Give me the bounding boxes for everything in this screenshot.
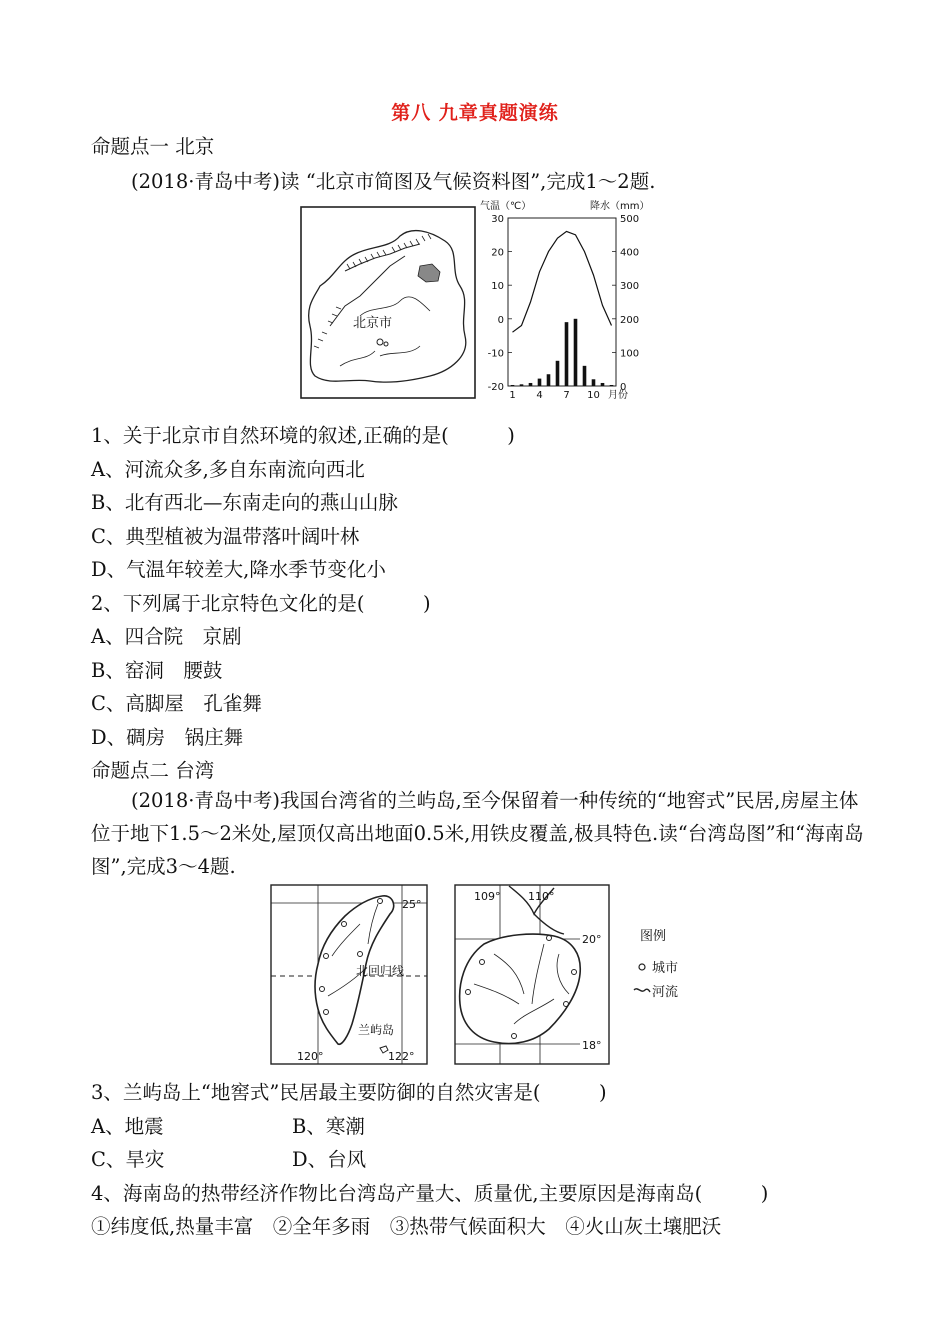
precip-bar <box>601 383 605 386</box>
map-legend <box>632 924 702 1004</box>
hainan-map <box>454 884 610 1066</box>
precip-bar <box>520 384 524 386</box>
beijing-map <box>300 206 476 399</box>
section-heading-taiwan: 命题点二 台湾 <box>91 759 215 782</box>
q3-option-b: B、寒潮 <box>292 1115 365 1138</box>
temp-tick-label: 10 <box>491 281 504 293</box>
precip-bar <box>565 322 569 386</box>
month-tick-label: 1 <box>509 390 516 401</box>
q4-stem: 4、海南岛的热带经济作物比台湾岛产量大、质量优,主要原因是海南岛( ) <box>91 1182 769 1205</box>
month-tick-label: 7 <box>563 390 570 401</box>
precip-tick-label: 100 <box>620 348 640 360</box>
q3-option-c: C、旱灾 <box>91 1148 165 1171</box>
q3-option-d: D、台风 <box>292 1148 367 1171</box>
beijing-map-label: 北京市 <box>353 316 393 331</box>
month-tick-label: 4 <box>536 390 543 401</box>
month-unit-label: 月份 <box>608 390 628 401</box>
precip-bar <box>574 319 578 386</box>
precip-bar <box>556 361 560 386</box>
temp-tick-label: 30 <box>491 214 504 225</box>
precip-tick-label: 200 <box>620 314 640 326</box>
q4-choices: ①纬度低,热量丰富 ②全年多雨 ③热带气候面积大 ④火山灰土壤肥沃 <box>91 1215 722 1238</box>
q2-option-a: A、四合院 京剧 <box>91 625 242 648</box>
q1-option-c: C、典型植被为温带落叶阔叶林 <box>91 525 360 548</box>
temp-axis-label: 气温（℃） <box>480 201 532 212</box>
hainan-lon-109: 109° <box>474 890 501 903</box>
temp-tick-label: -10 <box>487 348 504 360</box>
q1-stem: 1、关于北京市自然环境的叙述,正确的是( ) <box>91 424 515 447</box>
precip-tick-label: 500 <box>620 214 640 225</box>
precip-bar <box>511 385 515 386</box>
taiwan-lon-120: 120° <box>297 1050 324 1063</box>
temperature-line <box>513 231 612 332</box>
plot-frame <box>508 218 616 386</box>
month-tick-label: 10 <box>587 390 600 401</box>
q1-option-b: B、北有西北—东南走向的燕山山脉 <box>91 491 398 514</box>
city-marker-icon <box>639 964 645 970</box>
q2-option-d: D、碉房 锅庄舞 <box>91 726 244 749</box>
precip-tick-label: 400 <box>620 247 640 259</box>
q1-option-a: A、河流众多,多自东南流向西北 <box>91 458 365 481</box>
precip-bar <box>547 374 551 386</box>
section-intro-beijing: (2018·青岛中考)读 “北京市简图及气候资料图”,完成1～2题. <box>131 170 656 193</box>
precip-bar <box>583 366 587 386</box>
page-title: 第八 九章真题演练 <box>391 102 559 124</box>
lanyu-island-label: 兰屿岛 <box>358 1023 395 1037</box>
legend-title: 图例 <box>640 929 667 944</box>
hainan-lon-110: 110° <box>528 890 555 903</box>
taiwan-map <box>270 884 428 1066</box>
precip-tick-label: 0 <box>620 382 627 393</box>
river-line-icon <box>634 989 650 992</box>
temp-tick-label: 20 <box>491 247 504 259</box>
legend-city: 城市 <box>652 961 679 976</box>
hainan-lat-20: 20° <box>582 933 602 946</box>
taiwan-lat-25: 25° <box>402 898 422 911</box>
q2-stem: 2、下列属于北京特色文化的是( ) <box>91 592 431 615</box>
precip-bar <box>529 383 533 386</box>
q2-option-c: C、高脚屋 孔雀舞 <box>91 692 262 715</box>
section-heading-beijing: 命题点一 北京 <box>91 135 215 158</box>
tropic-of-cancer-label: 北回归线 <box>356 964 405 978</box>
beijing-climate-chart <box>478 196 663 408</box>
hainan-lat-18: 18° <box>582 1039 602 1052</box>
precip-bar <box>592 379 596 386</box>
taiwan-lon-122: 122° <box>388 1050 415 1063</box>
precip-bar <box>610 385 614 386</box>
precip-tick-label: 300 <box>620 281 640 293</box>
precip-bar <box>538 379 542 386</box>
q3-option-a: A、地震 <box>91 1115 164 1138</box>
q2-option-b: B、窑洞 腰鼓 <box>91 659 223 682</box>
legend-river: 河流 <box>652 985 679 1000</box>
precip-axis-label: 降水（mm） <box>590 201 650 212</box>
q3-stem: 3、兰屿岛上“地窖式”民居最主要防御的自然灾害是( ) <box>91 1081 607 1104</box>
section-intro-taiwan: (2018·青岛中考)我国台湾省的兰屿岛,至今保留着一种传统的“地窖式”民居,房屋主体位于地下1.5～2米处,屋顶仅高出地面0.5米,用铁皮覆盖,极具特色.读“台湾岛图”和“海南岛图”,完成3～4题. <box>91 789 864 878</box>
temp-tick-label: -20 <box>487 382 504 393</box>
temp-tick-label: 0 <box>497 314 504 326</box>
q1-option-d: D、气温年较差大,降水季节变化小 <box>91 558 386 581</box>
